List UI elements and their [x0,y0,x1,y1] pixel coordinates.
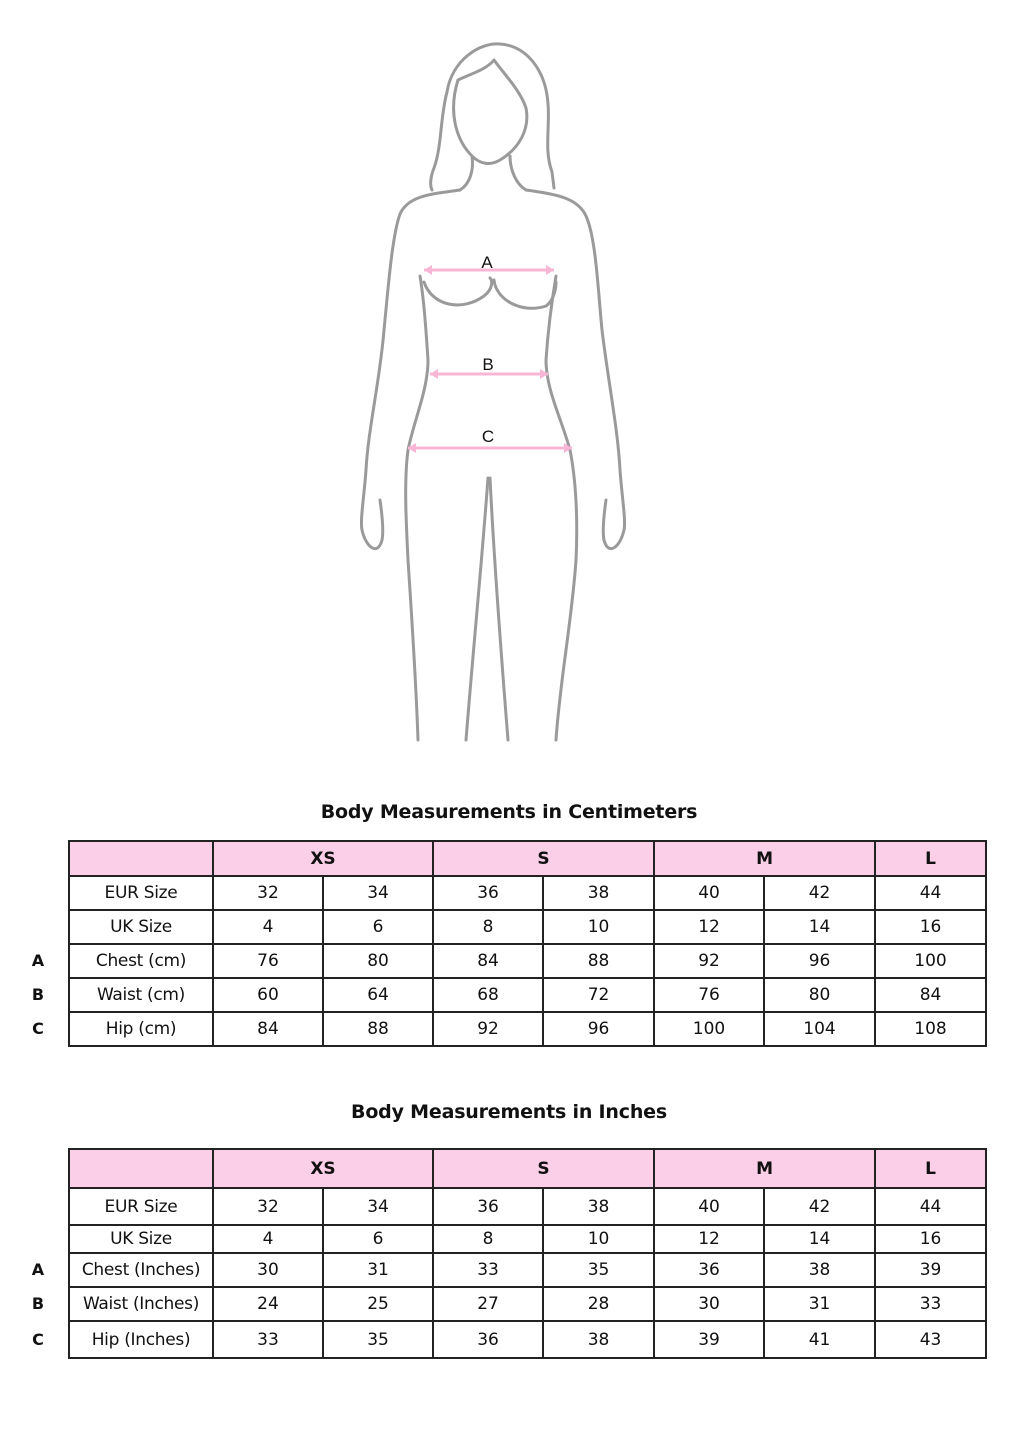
inches-cell: 10 [543,1225,654,1253]
inches-cell: 4 [213,1225,323,1253]
cm-row-letter: B [31,985,45,1004]
inches-cell: 38 [543,1321,654,1358]
inches-cell: 27 [433,1287,543,1321]
cm-table-row [69,944,986,978]
inches-cell: 35 [323,1321,433,1358]
inches-section-title: Body Measurements in Inches [351,1101,667,1123]
cm-cell: 104 [764,1012,875,1046]
cm-cell: 42 [764,876,875,910]
cm-cell: 76 [213,944,323,978]
cm-row-label: EUR Size [69,876,213,910]
inches-cell: 28 [543,1287,654,1321]
inches-cell: 25 [323,1287,433,1321]
cm-cell: 84 [875,978,986,1012]
cm-cell: 72 [543,978,654,1012]
cm-cell: 108 [875,1012,986,1046]
inches-cell: 30 [213,1253,323,1287]
cm-cell: 40 [654,876,764,910]
cm-cell: 96 [764,944,875,978]
cm-row-label: Chest (cm) [69,944,213,978]
cm-cell: 96 [543,1012,654,1046]
cm-cell: 92 [654,944,764,978]
cm-cell: 38 [543,876,654,910]
inches-cell: 36 [433,1321,543,1358]
inches-cell: 40 [654,1188,764,1225]
inches-cell: 42 [764,1188,875,1225]
inches-header-row [69,1149,986,1188]
cm-cell: 36 [433,876,543,910]
inches-cell: 36 [654,1253,764,1287]
cm-cell: 88 [543,944,654,978]
inches-row-label: Chest (Inches) [69,1253,213,1287]
inches-cell: 39 [654,1321,764,1358]
inches-cell: 8 [433,1225,543,1253]
cm-header-xs: XS [213,841,433,876]
inches-cell: 43 [875,1321,986,1358]
inches-cell: 36 [433,1188,543,1225]
inches-table-row [69,1225,986,1253]
cm-table-row [69,876,986,910]
cm-cell: 88 [323,1012,433,1046]
inches-header-s: S [433,1149,654,1188]
cm-cell: 8 [433,910,543,944]
inches-cell: 6 [323,1225,433,1253]
inches-cell: 39 [875,1253,986,1287]
inches-cell: 31 [323,1253,433,1287]
cm-cell: 12 [654,910,764,944]
inches-cell: 38 [543,1188,654,1225]
marker-b: B [482,355,494,374]
cm-cell: 44 [875,876,986,910]
inches-header-blank [69,1149,213,1188]
inches-row-letter: B [31,1294,45,1313]
inches-cell: 35 [543,1253,654,1287]
inches-cell: 14 [764,1225,875,1253]
cm-row-label: Hip (cm) [69,1012,213,1046]
inches-row-letter: A [31,1260,45,1279]
cm-cell: 6 [323,910,433,944]
inches-row-label: Hip (Inches) [69,1321,213,1358]
cm-size-table [68,840,987,1047]
cm-cell: 80 [764,978,875,1012]
cm-cell: 84 [213,1012,323,1046]
cm-row-label: UK Size [69,910,213,944]
cm-row-letter: C [32,1019,44,1038]
inches-table-row [69,1321,986,1358]
inches-cell: 44 [875,1188,986,1225]
cm-row-letter: A [31,951,45,970]
cm-header-s: S [433,841,654,876]
cm-header-m: M [654,841,875,876]
inches-cell: 38 [764,1253,875,1287]
cm-cell: 76 [654,978,764,1012]
cm-section-title: Body Measurements in Centimeters [320,801,698,823]
cm-cell: 100 [654,1012,764,1046]
inches-row-label: EUR Size [69,1188,213,1225]
cm-cell: 32 [213,876,323,910]
cm-cell: 16 [875,910,986,944]
cm-cell: 14 [764,910,875,944]
inches-cell: 34 [323,1188,433,1225]
inches-header-m: M [654,1149,875,1188]
cm-header-l: L [875,841,986,876]
inches-cell: 32 [213,1188,323,1225]
inches-header-l: L [875,1149,986,1188]
cm-cell: 92 [433,1012,543,1046]
cm-cell: 68 [433,978,543,1012]
cm-table-row [69,910,986,944]
cm-header-blank [69,841,213,876]
cm-row-label: Waist (cm) [69,978,213,1012]
inches-header-xs: XS [213,1149,433,1188]
inches-cell: 16 [875,1225,986,1253]
inches-cell: 30 [654,1287,764,1321]
inches-table-row [69,1253,986,1287]
inches-cell: 33 [213,1321,323,1358]
inches-cell: 12 [654,1225,764,1253]
cm-cell: 34 [323,876,433,910]
inches-table-row [69,1287,986,1321]
marker-a: A [481,253,493,272]
cm-cell: 4 [213,910,323,944]
cm-cell: 10 [543,910,654,944]
inches-cell: 41 [764,1321,875,1358]
body-outline [361,44,624,740]
inches-cell: 33 [875,1287,986,1321]
cm-cell: 60 [213,978,323,1012]
cm-cell: 84 [433,944,543,978]
inches-cell: 33 [433,1253,543,1287]
inches-cell: 24 [213,1287,323,1321]
cm-table-row [69,1012,986,1046]
cm-header-row [69,841,986,876]
inches-row-label: Waist (Inches) [69,1287,213,1321]
marker-c: C [481,427,495,446]
inches-row-label: UK Size [69,1225,213,1253]
inches-table-row [69,1188,986,1225]
cm-table-row [69,978,986,1012]
inches-cell: 31 [764,1287,875,1321]
inches-size-table [68,1148,987,1359]
inches-row-letter: C [32,1329,44,1349]
cm-cell: 80 [323,944,433,978]
cm-cell: 100 [875,944,986,978]
cm-cell: 64 [323,978,433,1012]
